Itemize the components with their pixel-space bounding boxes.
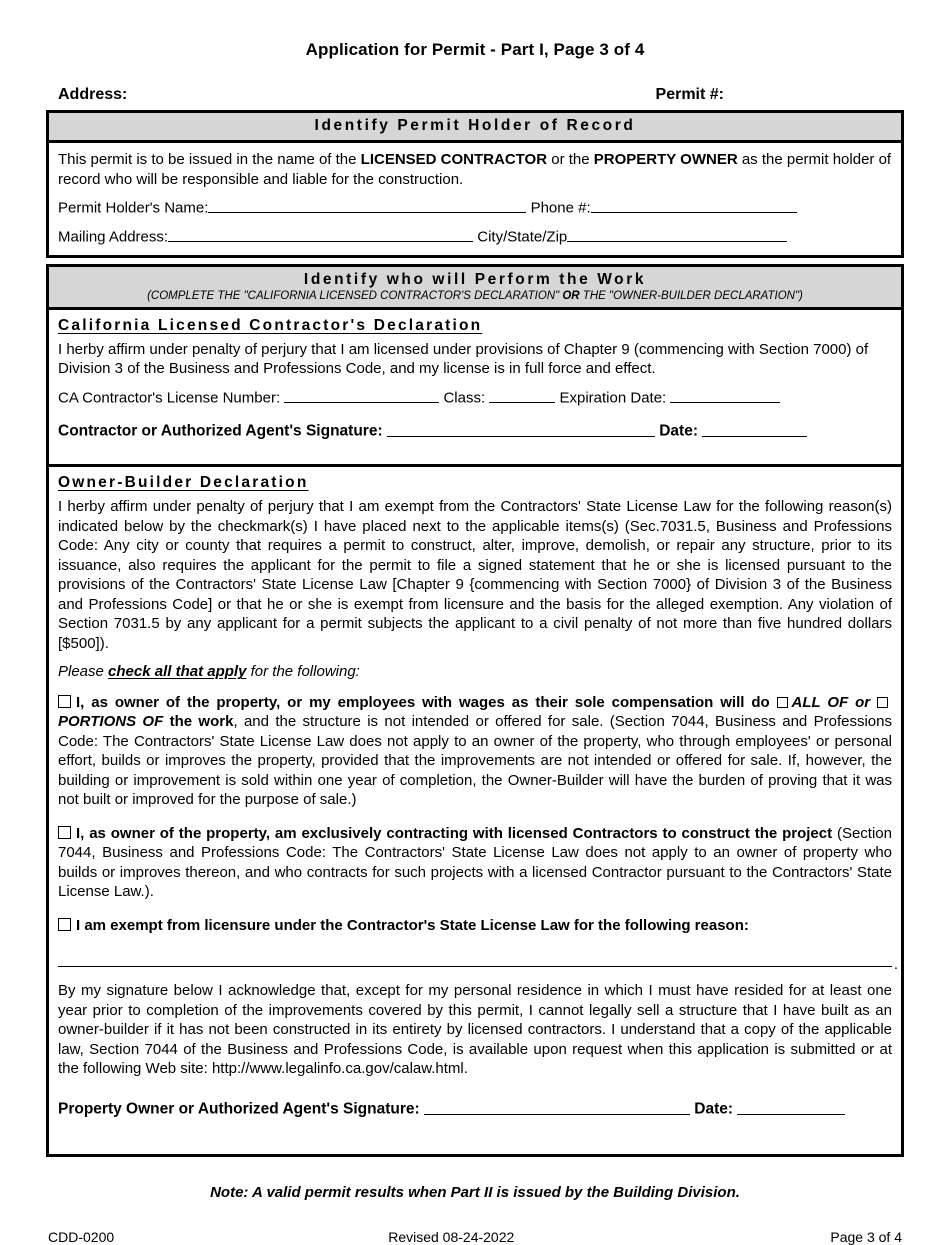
owner-builder-closing: By my signature below I acknowledge that, except for my personal residence in which I must have resided for at least one year prior to completion of the improvements covered by this permit, I cannot legally sell a structure that I have built as an owner-builder if it has not been constructed in its entirety by licensed contractors. I understand that a copy of the applicable law, Section 7044 of the Business and Professions Code, is available upon request when this application is submitted or at the following Web site: http://www.legalinfo.ca.gov/calaw.html.: [58, 982, 892, 1078]
address-permit-row: [46, 86, 904, 104]
permit-holder-body: [49, 143, 901, 255]
exemption-reason-period: .: [893, 956, 898, 974]
phone-input[interactable]: [591, 198, 797, 213]
page-title: Application for Permit - Part I, Page 3 of 4: [305, 40, 645, 59]
intro-pre: This permit is to be issued in the name of the: [58, 151, 361, 168]
city-state-zip-input[interactable]: [567, 227, 787, 242]
option-3-bold-lead: I am exempt from licensure under the Contractor's State License Law for the following reason:: [76, 916, 749, 934]
permit-holder-box: [46, 110, 904, 258]
owner-signature-input[interactable]: [424, 1099, 690, 1115]
owner-builder-heading: Owner-Builder Declaration: [58, 474, 309, 492]
permit-holder-name-label: Permit Holder's Name:: [58, 199, 209, 217]
validity-note: Note: A valid permit results when Part II is issued by the Building Division.: [210, 1184, 740, 1202]
expiration-date-label: Expiration Date:: [559, 388, 667, 406]
mailing-address-row: [58, 227, 892, 247]
footer-form-id: CDD-0200: [48, 1229, 115, 1245]
option-1-rest: , and the structure is not intended or offered for sale. (Section 7044, Business and Professions Code: The Contractors' State License Law does not apply to an owner of the property, who through employees' or personal effort, builds or improves the property, provided that the improvements are not intended or offered for sale. If, however, the building or improvement is sold within one year of completion, the Owner-Builder will have the burden of proving that it was not built or improved for the purpose of sale.): [58, 713, 892, 809]
city-state-zip-label: City/State/Zip: [477, 228, 568, 245]
license-number-input[interactable]: [284, 388, 439, 403]
owner-builder-section: [49, 467, 901, 1154]
please-check-line: [58, 662, 892, 682]
owner-date-label: Date:: [694, 1100, 734, 1118]
permit-number-label: Permit #:: [655, 86, 724, 103]
perform-work-box: [46, 264, 904, 1158]
contractor-signature-label: Contractor or Authorized Agent's Signature:: [58, 422, 383, 440]
option-2-text: [58, 824, 892, 902]
bottom-spacer: [58, 1134, 892, 1146]
permit-holder-intro: [58, 150, 892, 189]
option-2-rest: (Section 7044, Business and Professions Code: The Contractors' State License Law does not apply to an owner of property who builds or improves thereon, and who contracts for such projects with a licensed Contractor pursuant to the Contractors' State License Law.).: [58, 824, 892, 901]
contractor-signature-row: [58, 421, 892, 441]
phone-label: Phone #:: [530, 199, 591, 217]
owner-builder-affirmation: I herby affirm under penalty of perjury that I am exempt from the Contractors' State License Law for the following reason(s) indicated below by the checkmark(s) I have placed next to the applicable items(s) (Sec.7031.5, Business and Professions Code: Any city or county that requires a permit to construct, alter, improve, demolish, or repair any structure, prior to its issuance, also requires the applicant for the permit to file a signed statement that he or she is licensed pursuant to the provisions of the Contractors' State License Law [Chapter 9 {commencing with Section 7000} of Division 3 of the Business and Professions Code] or that he or she is exempt from licensure and the basis for the alleged exemption. Any violation of Section 7031.5 by any applicant for a permit subjects the applicant to a civil penalty of not more than five hundred dollars [$500]).: [58, 498, 892, 652]
option-2-bold-lead: I, as owner of the property, am exclusively contracting with licensed Contractors to construct the project: [76, 824, 833, 842]
option-1-bold-lead: I, as owner of the property, or my employees with wages as their sole compensation will do: [76, 693, 770, 711]
intro-licensed-contractor: LICENSED CONTRACTOR: [360, 151, 548, 168]
band-sub-part2: THE "OWNER-BUILDER DECLARATION"): [579, 289, 803, 302]
address-label: Address:: [58, 86, 128, 103]
band-sub-part1: (COMPLETE THE "CALIFORNIA LICENSED CONTRACTOR'S DECLARATION": [147, 289, 563, 302]
check-all-that-apply-emphasis: check all that apply: [108, 663, 247, 681]
contractor-date-input[interactable]: [702, 421, 807, 437]
checkbox-option-3[interactable]: [58, 918, 71, 931]
contractor-affirmation: I herby affirm under penalty of perjury that I am licensed under provisions of Chapter 9 (commencing with Section 7000) of Division 3 of the Business and Professions Code, and my license is in full force and effect.: [58, 340, 869, 377]
contractor-signature-input[interactable]: [387, 421, 655, 437]
contractor-declaration-section: [49, 310, 901, 465]
class-label: Class:: [443, 388, 486, 406]
owner-builder-option-3[interactable]: [58, 916, 898, 974]
checkbox-option-1[interactable]: [58, 695, 71, 708]
permit-holder-name-row: [58, 198, 892, 218]
exemption-reason-input[interactable]: [58, 947, 898, 974]
class-input[interactable]: [489, 388, 555, 403]
checkbox-option-2[interactable]: [58, 826, 71, 839]
option-1-or: or: [855, 693, 871, 711]
band-sub-or: OR: [562, 289, 580, 302]
intro-mid: or the: [547, 151, 594, 168]
contractor-date-label: Date:: [659, 422, 698, 440]
option-1-portions-of: PORTIONS OF: [58, 713, 164, 731]
owner-date-input[interactable]: [737, 1099, 845, 1115]
license-number-label: CA Contractor's License Number:: [58, 388, 281, 406]
permit-holder-name-input[interactable]: [208, 198, 526, 213]
page-footer: [46, 1229, 904, 1245]
footer-revised-date: Revised 08-24-2022: [388, 1229, 515, 1245]
checkbox-portions-of[interactable]: [877, 697, 888, 708]
contractor-declaration-heading: California Licensed Contractor's Declaration: [58, 316, 483, 334]
owner-builder-option-1[interactable]: [58, 693, 892, 810]
option-1-text: [58, 693, 892, 810]
mailing-address-input[interactable]: [168, 227, 473, 242]
perform-work-band: [49, 267, 901, 310]
perform-work-band-subtitle: [49, 290, 901, 302]
checkbox-all-of[interactable]: [777, 697, 788, 708]
please-post: for the following:: [246, 663, 360, 681]
intro-post: as the permit holder of record who will be responsible and liable for the construction.: [58, 151, 892, 188]
owner-signature-row: [58, 1099, 892, 1119]
option-1-all-of: ALL OF: [791, 693, 849, 711]
contractor-license-row: [58, 388, 892, 408]
owner-signature-label: Property Owner or Authorized Agent's Signature:: [58, 1100, 420, 1118]
mailing-address-label: Mailing Address:: [58, 228, 169, 245]
expiration-date-input[interactable]: [670, 388, 780, 403]
spacer: [127, 86, 655, 104]
footer-page-number: Page 3 of 4: [830, 1229, 902, 1245]
permit-holder-band-title: Identify Permit Holder of Record: [314, 117, 636, 134]
owner-builder-option-2[interactable]: [58, 824, 892, 902]
option-1-the-work: the work: [169, 713, 234, 731]
perform-work-band-title: Identify who will Perform the Work: [303, 270, 647, 288]
please-pre: Please: [58, 663, 109, 681]
permit-holder-band: [49, 113, 901, 143]
option-3-text: [58, 916, 892, 936]
intro-property-owner: PROPERTY OWNER: [593, 151, 738, 168]
